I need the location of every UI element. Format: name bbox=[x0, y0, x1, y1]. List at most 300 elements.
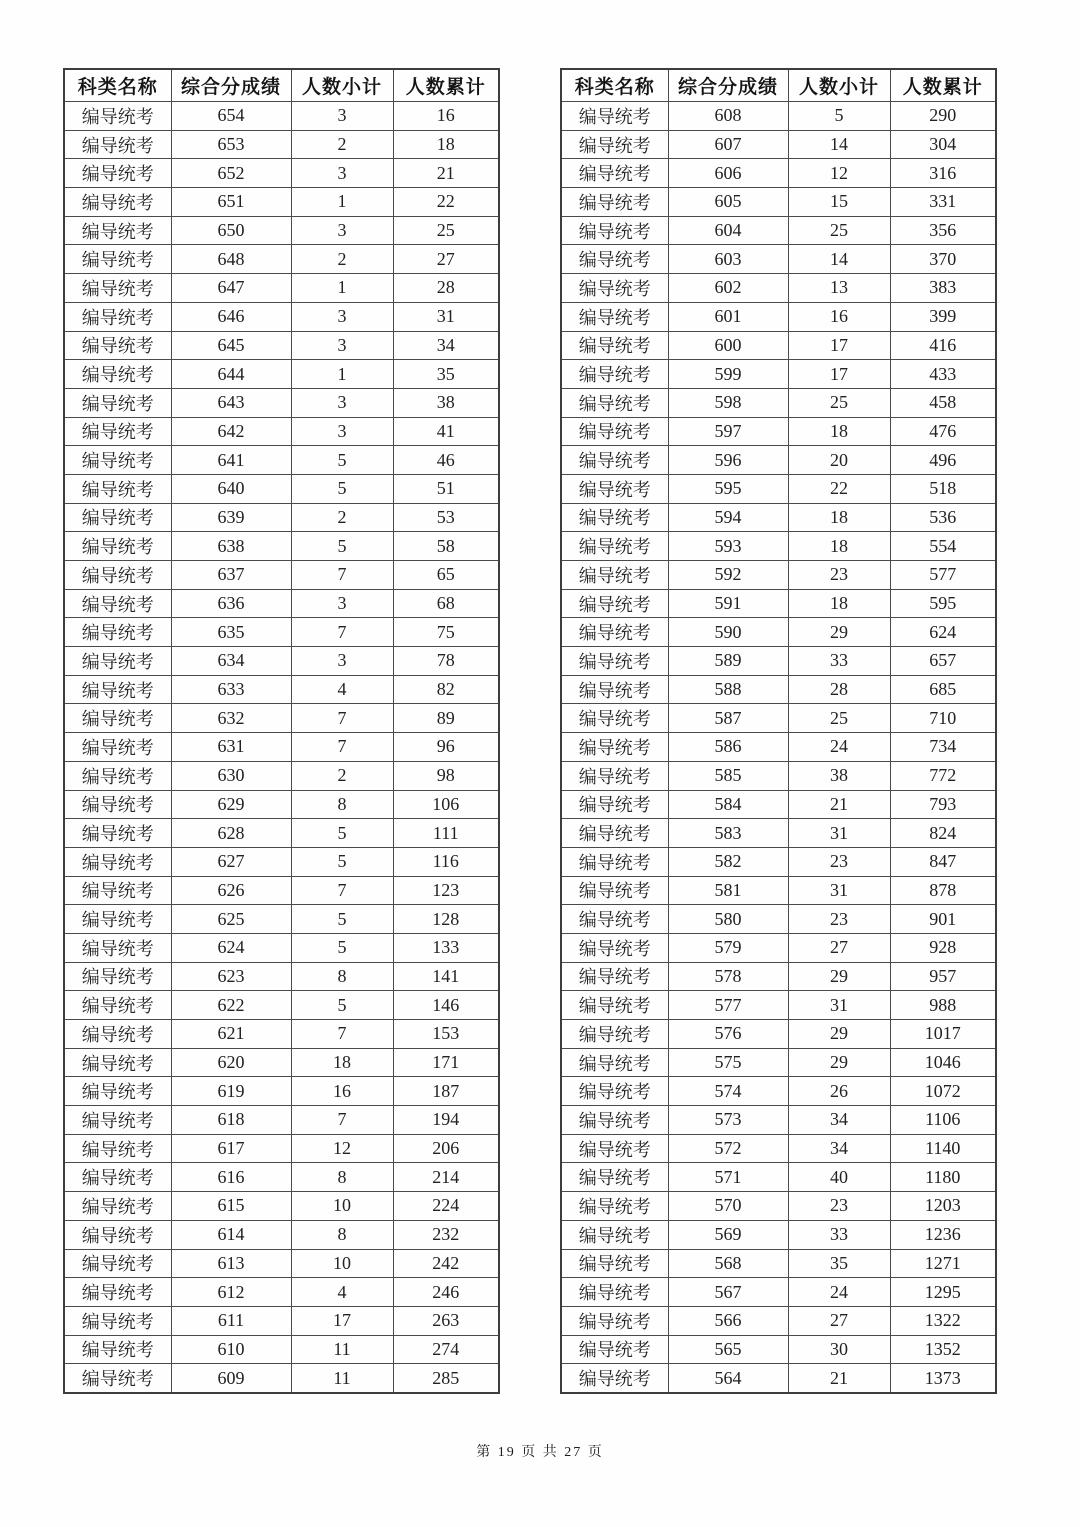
category-cell: 编导统考 bbox=[64, 1249, 171, 1278]
category-cell: 编导统考 bbox=[561, 1020, 668, 1049]
cumulative-cell: 1046 bbox=[890, 1048, 996, 1077]
cumulative-cell: 25 bbox=[393, 216, 499, 245]
score-table-left bbox=[63, 68, 500, 1394]
score-cell: 570 bbox=[668, 1192, 788, 1221]
category-cell: 编导统考 bbox=[561, 647, 668, 676]
category-cell: 编导统考 bbox=[64, 1278, 171, 1307]
score-cell: 628 bbox=[171, 819, 291, 848]
table-row bbox=[561, 561, 996, 590]
table-row bbox=[64, 704, 499, 733]
count-cell: 7 bbox=[291, 1106, 393, 1135]
score-cell: 596 bbox=[668, 446, 788, 475]
count-cell: 5 bbox=[788, 102, 890, 131]
score-cell: 614 bbox=[171, 1220, 291, 1249]
table-row bbox=[561, 933, 996, 962]
score-cell: 564 bbox=[668, 1364, 788, 1393]
category-cell: 编导统考 bbox=[64, 1335, 171, 1364]
score-cell: 600 bbox=[668, 331, 788, 360]
count-cell: 10 bbox=[291, 1249, 393, 1278]
count-cell: 2 bbox=[291, 130, 393, 159]
table-row bbox=[64, 388, 499, 417]
category-cell: 编导统考 bbox=[64, 216, 171, 245]
cumulative-cell: 21 bbox=[393, 159, 499, 188]
count-cell: 34 bbox=[788, 1134, 890, 1163]
table-row bbox=[64, 733, 499, 762]
cumulative-cell: 1352 bbox=[890, 1335, 996, 1364]
category-cell: 编导统考 bbox=[64, 1020, 171, 1049]
score-cell: 599 bbox=[668, 360, 788, 389]
count-cell: 13 bbox=[788, 274, 890, 303]
count-cell: 5 bbox=[291, 991, 393, 1020]
table-row bbox=[561, 905, 996, 934]
count-cell: 7 bbox=[291, 1020, 393, 1049]
category-cell: 编导统考 bbox=[561, 847, 668, 876]
count-cell: 4 bbox=[291, 675, 393, 704]
count-cell: 21 bbox=[788, 790, 890, 819]
score-cell: 647 bbox=[171, 274, 291, 303]
column-header-category: 科类名称 bbox=[64, 69, 171, 102]
cumulative-cell: 51 bbox=[393, 474, 499, 503]
category-cell: 编导统考 bbox=[64, 905, 171, 934]
score-cell: 648 bbox=[171, 245, 291, 274]
score-cell: 612 bbox=[171, 1278, 291, 1307]
cumulative-cell: 38 bbox=[393, 388, 499, 417]
count-cell: 17 bbox=[788, 360, 890, 389]
category-cell: 编导统考 bbox=[64, 1134, 171, 1163]
column-header-score: 综合分成绩 bbox=[668, 69, 788, 102]
cumulative-cell: 65 bbox=[393, 561, 499, 590]
cumulative-cell: 75 bbox=[393, 618, 499, 647]
score-cell: 623 bbox=[171, 962, 291, 991]
category-cell: 编导统考 bbox=[64, 561, 171, 590]
count-cell: 3 bbox=[291, 302, 393, 331]
score-cell: 566 bbox=[668, 1306, 788, 1335]
cumulative-cell: 146 bbox=[393, 991, 499, 1020]
table-row bbox=[561, 991, 996, 1020]
count-cell: 2 bbox=[291, 245, 393, 274]
table-row bbox=[64, 847, 499, 876]
cumulative-cell: 577 bbox=[890, 561, 996, 590]
count-cell: 24 bbox=[788, 733, 890, 762]
cumulative-cell: 1017 bbox=[890, 1020, 996, 1049]
table-row bbox=[561, 1020, 996, 1049]
header-row bbox=[561, 69, 996, 102]
score-cell: 595 bbox=[668, 474, 788, 503]
table-row bbox=[64, 618, 499, 647]
column-header-count: 人数小计 bbox=[291, 69, 393, 102]
count-cell: 4 bbox=[291, 1278, 393, 1307]
category-cell: 编导统考 bbox=[64, 1077, 171, 1106]
category-cell: 编导统考 bbox=[561, 819, 668, 848]
cumulative-cell: 399 bbox=[890, 302, 996, 331]
count-cell: 17 bbox=[788, 331, 890, 360]
score-cell: 613 bbox=[171, 1249, 291, 1278]
count-cell: 3 bbox=[291, 589, 393, 618]
score-cell: 592 bbox=[668, 561, 788, 590]
score-cell: 646 bbox=[171, 302, 291, 331]
table-row bbox=[64, 1134, 499, 1163]
category-cell: 编导统考 bbox=[64, 991, 171, 1020]
count-cell: 40 bbox=[788, 1163, 890, 1192]
table-row bbox=[64, 216, 499, 245]
table-row bbox=[561, 618, 996, 647]
table-row bbox=[561, 216, 996, 245]
table-row bbox=[64, 991, 499, 1020]
table-row bbox=[64, 474, 499, 503]
score-cell: 635 bbox=[171, 618, 291, 647]
score-cell: 653 bbox=[171, 130, 291, 159]
page-number: 第 19 页 共 27 页 bbox=[476, 1445, 604, 1460]
category-cell: 编导统考 bbox=[561, 159, 668, 188]
count-cell: 18 bbox=[788, 589, 890, 618]
score-cell: 630 bbox=[171, 761, 291, 790]
table-row bbox=[561, 675, 996, 704]
category-cell: 编导统考 bbox=[64, 417, 171, 446]
category-cell: 编导统考 bbox=[561, 589, 668, 618]
score-cell: 586 bbox=[668, 733, 788, 762]
category-cell: 编导统考 bbox=[561, 1106, 668, 1135]
cumulative-cell: 657 bbox=[890, 647, 996, 676]
table-row bbox=[64, 1192, 499, 1221]
cumulative-cell: 128 bbox=[393, 905, 499, 934]
score-cell: 608 bbox=[668, 102, 788, 131]
table-row bbox=[64, 589, 499, 618]
cumulative-cell: 1106 bbox=[890, 1106, 996, 1135]
score-cell: 652 bbox=[171, 159, 291, 188]
cumulative-cell: 595 bbox=[890, 589, 996, 618]
category-cell: 编导统考 bbox=[561, 1335, 668, 1364]
table-row bbox=[64, 1278, 499, 1307]
cumulative-cell: 46 bbox=[393, 446, 499, 475]
score-cell: 572 bbox=[668, 1134, 788, 1163]
score-cell: 640 bbox=[171, 474, 291, 503]
score-cell: 582 bbox=[668, 847, 788, 876]
category-cell: 编导统考 bbox=[64, 1163, 171, 1192]
cumulative-cell: 824 bbox=[890, 819, 996, 848]
score-cell: 619 bbox=[171, 1077, 291, 1106]
category-cell: 编导统考 bbox=[64, 933, 171, 962]
score-cell: 565 bbox=[668, 1335, 788, 1364]
cumulative-cell: 1373 bbox=[890, 1364, 996, 1393]
table-row bbox=[561, 1106, 996, 1135]
count-cell: 17 bbox=[291, 1306, 393, 1335]
cumulative-cell: 82 bbox=[393, 675, 499, 704]
count-cell: 3 bbox=[291, 331, 393, 360]
count-cell: 3 bbox=[291, 417, 393, 446]
count-cell: 18 bbox=[788, 417, 890, 446]
count-cell: 21 bbox=[788, 1364, 890, 1393]
cumulative-cell: 383 bbox=[890, 274, 996, 303]
category-cell: 编导统考 bbox=[64, 474, 171, 503]
score-cell: 642 bbox=[171, 417, 291, 446]
cumulative-cell: 957 bbox=[890, 962, 996, 991]
table-row bbox=[561, 245, 996, 274]
table-row bbox=[64, 1335, 499, 1364]
category-cell: 编导统考 bbox=[561, 1163, 668, 1192]
table-row bbox=[561, 102, 996, 131]
table-row bbox=[561, 761, 996, 790]
category-cell: 编导统考 bbox=[561, 561, 668, 590]
cumulative-cell: 27 bbox=[393, 245, 499, 274]
table-row bbox=[64, 1306, 499, 1335]
category-cell: 编导统考 bbox=[64, 446, 171, 475]
cumulative-cell: 116 bbox=[393, 847, 499, 876]
category-cell: 编导统考 bbox=[561, 245, 668, 274]
count-cell: 16 bbox=[788, 302, 890, 331]
count-cell: 25 bbox=[788, 704, 890, 733]
score-cell: 645 bbox=[171, 331, 291, 360]
table-row bbox=[64, 102, 499, 131]
score-cell: 597 bbox=[668, 417, 788, 446]
category-cell: 编导统考 bbox=[561, 733, 668, 762]
cumulative-cell: 1140 bbox=[890, 1134, 996, 1163]
score-cell: 591 bbox=[668, 589, 788, 618]
count-cell: 3 bbox=[291, 159, 393, 188]
cumulative-cell: 18 bbox=[393, 130, 499, 159]
count-cell: 3 bbox=[291, 388, 393, 417]
table-body-right bbox=[561, 102, 996, 1393]
table-row bbox=[561, 130, 996, 159]
score-cell: 575 bbox=[668, 1048, 788, 1077]
count-cell: 12 bbox=[291, 1134, 393, 1163]
header-row bbox=[64, 69, 499, 102]
cumulative-cell: 232 bbox=[393, 1220, 499, 1249]
cumulative-cell: 31 bbox=[393, 302, 499, 331]
category-cell: 编导统考 bbox=[561, 618, 668, 647]
cumulative-cell: 224 bbox=[393, 1192, 499, 1221]
cumulative-cell: 356 bbox=[890, 216, 996, 245]
table-row bbox=[561, 1364, 996, 1393]
category-cell: 编导统考 bbox=[64, 331, 171, 360]
category-cell: 编导统考 bbox=[561, 360, 668, 389]
score-cell: 606 bbox=[668, 159, 788, 188]
category-cell: 编导统考 bbox=[561, 503, 668, 532]
table-row bbox=[561, 1278, 996, 1307]
score-cell: 607 bbox=[668, 130, 788, 159]
count-cell: 1 bbox=[291, 360, 393, 389]
table-row bbox=[64, 1020, 499, 1049]
table-row bbox=[561, 302, 996, 331]
cumulative-cell: 518 bbox=[890, 474, 996, 503]
table-row bbox=[561, 1249, 996, 1278]
count-cell: 14 bbox=[788, 130, 890, 159]
score-cell: 603 bbox=[668, 245, 788, 274]
table-row bbox=[64, 130, 499, 159]
cumulative-cell: 246 bbox=[393, 1278, 499, 1307]
column-header-cumulative: 人数累计 bbox=[393, 69, 499, 102]
count-cell: 22 bbox=[788, 474, 890, 503]
cumulative-cell: 214 bbox=[393, 1163, 499, 1192]
score-cell: 585 bbox=[668, 761, 788, 790]
score-cell: 629 bbox=[171, 790, 291, 819]
cumulative-cell: 476 bbox=[890, 417, 996, 446]
cumulative-cell: 1180 bbox=[890, 1163, 996, 1192]
score-cell: 581 bbox=[668, 876, 788, 905]
table-row bbox=[561, 274, 996, 303]
cumulative-cell: 370 bbox=[890, 245, 996, 274]
table-row bbox=[561, 589, 996, 618]
table-row bbox=[64, 962, 499, 991]
cumulative-cell: 331 bbox=[890, 188, 996, 217]
cumulative-cell: 416 bbox=[890, 331, 996, 360]
cumulative-cell: 1271 bbox=[890, 1249, 996, 1278]
count-cell: 25 bbox=[788, 216, 890, 245]
score-cell: 577 bbox=[668, 991, 788, 1020]
score-cell: 627 bbox=[171, 847, 291, 876]
cumulative-cell: 847 bbox=[890, 847, 996, 876]
table-row bbox=[561, 388, 996, 417]
table-row bbox=[64, 1163, 499, 1192]
score-cell: 567 bbox=[668, 1278, 788, 1307]
score-cell: 593 bbox=[668, 532, 788, 561]
category-cell: 编导统考 bbox=[64, 159, 171, 188]
count-cell: 5 bbox=[291, 474, 393, 503]
category-cell: 编导统考 bbox=[64, 1048, 171, 1077]
score-cell: 641 bbox=[171, 446, 291, 475]
table-row bbox=[64, 1364, 499, 1393]
cumulative-cell: 58 bbox=[393, 532, 499, 561]
score-cell: 633 bbox=[171, 675, 291, 704]
count-cell: 14 bbox=[788, 245, 890, 274]
count-cell: 3 bbox=[291, 647, 393, 676]
score-cell: 579 bbox=[668, 933, 788, 962]
column-header-category: 科类名称 bbox=[561, 69, 668, 102]
cumulative-cell: 433 bbox=[890, 360, 996, 389]
table-row bbox=[561, 876, 996, 905]
category-cell: 编导统考 bbox=[561, 331, 668, 360]
column-header-count: 人数小计 bbox=[788, 69, 890, 102]
score-cell: 602 bbox=[668, 274, 788, 303]
cumulative-cell: 194 bbox=[393, 1106, 499, 1135]
category-cell: 编导统考 bbox=[561, 1249, 668, 1278]
table-row bbox=[64, 417, 499, 446]
cumulative-cell: 78 bbox=[393, 647, 499, 676]
cumulative-cell: 141 bbox=[393, 962, 499, 991]
table-row bbox=[561, 159, 996, 188]
cumulative-cell: 96 bbox=[393, 733, 499, 762]
table-row bbox=[561, 1220, 996, 1249]
count-cell: 12 bbox=[788, 159, 890, 188]
category-cell: 编导统考 bbox=[64, 962, 171, 991]
cumulative-cell: 710 bbox=[890, 704, 996, 733]
category-cell: 编导统考 bbox=[64, 1106, 171, 1135]
cumulative-cell: 793 bbox=[890, 790, 996, 819]
category-cell: 编导统考 bbox=[64, 647, 171, 676]
cumulative-cell: 35 bbox=[393, 360, 499, 389]
score-cell: 611 bbox=[171, 1306, 291, 1335]
table-row bbox=[64, 1048, 499, 1077]
score-cell: 601 bbox=[668, 302, 788, 331]
score-cell: 568 bbox=[668, 1249, 788, 1278]
category-cell: 编导统考 bbox=[64, 618, 171, 647]
table-row bbox=[561, 1134, 996, 1163]
cumulative-cell: 624 bbox=[890, 618, 996, 647]
table-row bbox=[561, 847, 996, 876]
count-cell: 7 bbox=[291, 733, 393, 762]
category-cell: 编导统考 bbox=[64, 532, 171, 561]
count-cell: 34 bbox=[788, 1106, 890, 1135]
score-cell: 571 bbox=[668, 1163, 788, 1192]
count-cell: 33 bbox=[788, 647, 890, 676]
score-cell: 651 bbox=[171, 188, 291, 217]
cumulative-cell: 68 bbox=[393, 589, 499, 618]
score-cell: 583 bbox=[668, 819, 788, 848]
category-cell: 编导统考 bbox=[64, 675, 171, 704]
cumulative-cell: 878 bbox=[890, 876, 996, 905]
table-row bbox=[561, 1335, 996, 1364]
category-cell: 编导统考 bbox=[561, 1048, 668, 1077]
score-cell: 643 bbox=[171, 388, 291, 417]
count-cell: 5 bbox=[291, 933, 393, 962]
score-cell: 594 bbox=[668, 503, 788, 532]
category-cell: 编导统考 bbox=[561, 1192, 668, 1221]
table-row bbox=[561, 417, 996, 446]
table-row bbox=[561, 1163, 996, 1192]
category-cell: 编导统考 bbox=[64, 589, 171, 618]
category-cell: 编导统考 bbox=[561, 532, 668, 561]
table-row bbox=[561, 331, 996, 360]
category-cell: 编导统考 bbox=[64, 847, 171, 876]
score-cell: 621 bbox=[171, 1020, 291, 1049]
cumulative-cell: 901 bbox=[890, 905, 996, 934]
score-cell: 588 bbox=[668, 675, 788, 704]
table-row bbox=[64, 905, 499, 934]
cumulative-cell: 316 bbox=[890, 159, 996, 188]
category-cell: 编导统考 bbox=[561, 302, 668, 331]
category-cell: 编导统考 bbox=[64, 761, 171, 790]
score-cell: 580 bbox=[668, 905, 788, 934]
cumulative-cell: 536 bbox=[890, 503, 996, 532]
category-cell: 编导统考 bbox=[561, 761, 668, 790]
count-cell: 11 bbox=[291, 1335, 393, 1364]
table-row bbox=[64, 159, 499, 188]
count-cell: 16 bbox=[291, 1077, 393, 1106]
category-cell: 编导统考 bbox=[561, 1077, 668, 1106]
count-cell: 2 bbox=[291, 503, 393, 532]
table-row bbox=[561, 733, 996, 762]
cumulative-cell: 554 bbox=[890, 532, 996, 561]
count-cell: 7 bbox=[291, 618, 393, 647]
cumulative-cell: 242 bbox=[393, 1249, 499, 1278]
score-cell: 624 bbox=[171, 933, 291, 962]
table-row bbox=[561, 532, 996, 561]
table-row bbox=[561, 962, 996, 991]
category-cell: 编导统考 bbox=[561, 102, 668, 131]
category-cell: 编导统考 bbox=[64, 245, 171, 274]
score-cell: 573 bbox=[668, 1106, 788, 1135]
column-header-cumulative: 人数累计 bbox=[890, 69, 996, 102]
table-row bbox=[64, 532, 499, 561]
category-cell: 编导统考 bbox=[64, 1192, 171, 1221]
cumulative-cell: 16 bbox=[393, 102, 499, 131]
category-cell: 编导统考 bbox=[561, 1278, 668, 1307]
count-cell: 7 bbox=[291, 561, 393, 590]
score-cell: 644 bbox=[171, 360, 291, 389]
category-cell: 编导统考 bbox=[561, 876, 668, 905]
count-cell: 11 bbox=[291, 1364, 393, 1393]
score-cell: 609 bbox=[171, 1364, 291, 1393]
score-cell: 650 bbox=[171, 216, 291, 245]
score-cell: 578 bbox=[668, 962, 788, 991]
table-row bbox=[561, 360, 996, 389]
count-cell: 23 bbox=[788, 847, 890, 876]
score-cell: 637 bbox=[171, 561, 291, 590]
count-cell: 35 bbox=[788, 1249, 890, 1278]
cumulative-cell: 98 bbox=[393, 761, 499, 790]
count-cell: 1 bbox=[291, 274, 393, 303]
count-cell: 20 bbox=[788, 446, 890, 475]
score-cell: 610 bbox=[171, 1335, 291, 1364]
